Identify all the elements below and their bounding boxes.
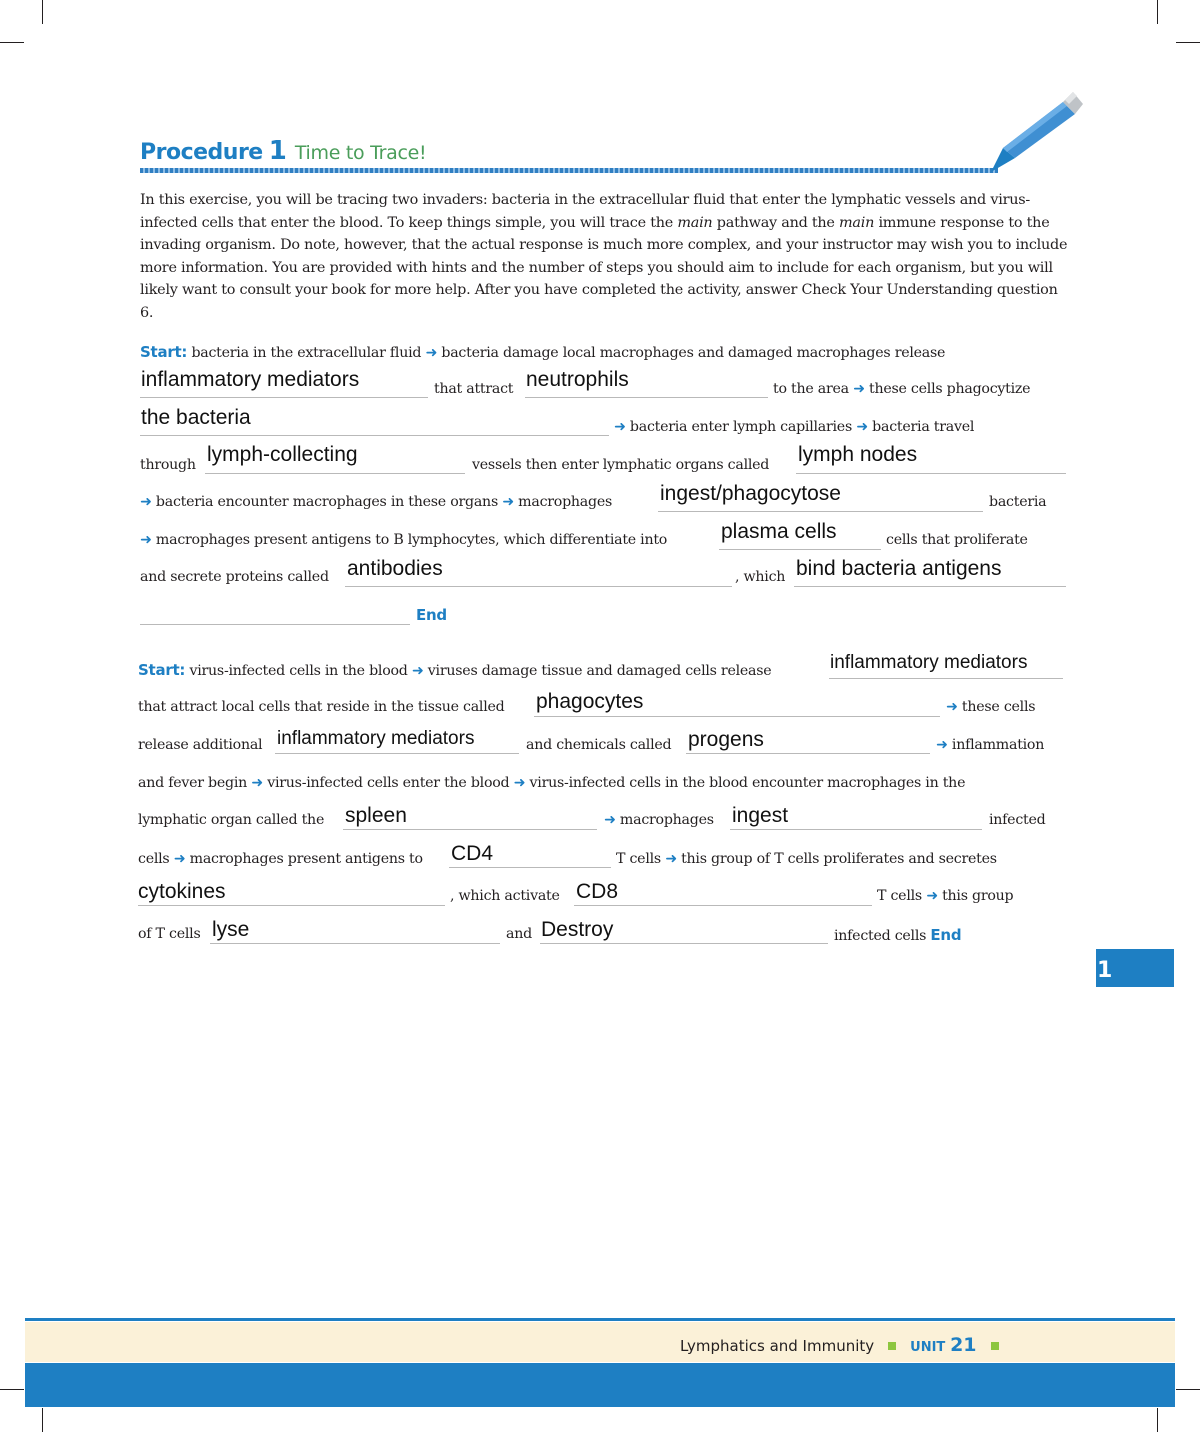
- arrow-icon: ➜: [173, 851, 186, 867]
- answer-blank[interactable]: [534, 715, 940, 717]
- pathway-text: inflammation: [951, 737, 1045, 753]
- pathway-text: that attract: [434, 381, 514, 397]
- pathway-text: viruses damage tissue and damaged cells release: [427, 663, 772, 679]
- pathway-text: virus-infected cells enter the blood: [267, 775, 510, 791]
- pathway-text: bacteria in the extracellular fluid: [191, 345, 422, 361]
- footer-running-head: [680, 1334, 1013, 1356]
- pathway-text: macrophages: [518, 494, 613, 510]
- arrow-icon: ➜: [502, 494, 514, 510]
- answer-field[interactable]: the bacteria: [141, 406, 251, 429]
- pathway-text: bacteria travel: [872, 419, 975, 435]
- arrow-icon: ➜: [936, 737, 948, 753]
- answer-field[interactable]: lymph-collecting: [207, 443, 358, 466]
- answer-field[interactable]: cytokines: [138, 880, 226, 903]
- arrow-icon: ➜: [425, 345, 438, 361]
- answer-blank[interactable]: [796, 472, 1066, 474]
- footer-rule: [25, 1318, 1175, 1321]
- pathway-text: lymphatic organ called the: [138, 812, 325, 828]
- answer-field[interactable]: progens: [688, 728, 764, 751]
- crop-mark: [0, 1389, 24, 1390]
- pathway-text: bacteria damage local macrophages and damaged macrophages release: [441, 345, 946, 361]
- pathway-text: macrophages present antigens to: [189, 851, 423, 867]
- footer-bar: [25, 1363, 1175, 1407]
- virus-line-4: [138, 775, 965, 791]
- pathway-text: macrophages present antigens to B lymphocytes, which differentiate into: [155, 532, 668, 548]
- pathway-text: , which: [735, 569, 786, 585]
- pathway-text: and fever begin: [138, 775, 248, 791]
- arrow-icon: ➜: [946, 699, 958, 715]
- answer-blank[interactable]: [525, 396, 768, 398]
- virus-line-8-tail: [834, 926, 961, 944]
- pathway-text: bacteria: [989, 494, 1047, 510]
- pathway-text: cells: [138, 851, 170, 867]
- arrow-icon: ➜: [614, 419, 626, 435]
- pathway-text: these cells: [961, 699, 1036, 715]
- pathway-text: to the area: [773, 381, 849, 397]
- arrow-icon: ➜: [853, 381, 865, 397]
- bacteria-line-5: [140, 494, 612, 510]
- answer-field[interactable]: plasma cells: [721, 520, 837, 543]
- answer-field[interactable]: neutrophils: [526, 368, 629, 391]
- answer-blank[interactable]: [140, 623, 410, 625]
- answer-field[interactable]: inflammatory mediators: [830, 652, 1028, 673]
- answer-field[interactable]: inflammatory mediators: [277, 728, 475, 749]
- answer-blank[interactable]: [719, 548, 881, 550]
- answer-blank[interactable]: [540, 942, 828, 944]
- end-label: End: [416, 606, 447, 624]
- pathway-text: macrophages: [619, 812, 714, 828]
- answer-field[interactable]: phagocytes: [536, 690, 644, 713]
- answer-field[interactable]: ingest/phagocytose: [660, 482, 841, 505]
- procedure-heading: [140, 136, 426, 166]
- pathway-text: infected cells: [834, 928, 927, 944]
- answer-blank[interactable]: [210, 942, 500, 944]
- virus-line-5-mid: [604, 812, 714, 828]
- pathway-text: these cells phagocytize: [869, 381, 1031, 397]
- crop-mark: [42, 0, 43, 24]
- bacteria-line-3-tail: [614, 419, 974, 435]
- chapter-tab-number: 1: [1097, 958, 1113, 983]
- footer-unit-label: UNIT: [910, 1340, 946, 1355]
- pathway-text: and: [506, 926, 532, 942]
- procedure-title: Time to Trace!: [294, 142, 427, 164]
- answer-blank[interactable]: [574, 904, 872, 906]
- footer-unit-number: 21: [950, 1334, 977, 1356]
- intro-text: pathway and the: [712, 214, 840, 231]
- crop-mark: [1157, 1408, 1158, 1432]
- start-label: Start:: [138, 661, 186, 679]
- answer-field[interactable]: bind bacteria antigens: [796, 557, 1002, 580]
- answer-field[interactable]: CD8: [576, 880, 619, 903]
- pathway-text: , which activate: [450, 888, 560, 904]
- answer-blank[interactable]: [205, 472, 465, 474]
- arrow-icon: ➜: [926, 888, 938, 904]
- pathway-text: of T cells: [138, 926, 201, 942]
- pathway-text: virus-infected cells in the blood: [189, 663, 408, 679]
- pathway-text: vessels then enter lymphatic organs called: [472, 457, 770, 473]
- crop-mark: [1176, 1389, 1200, 1390]
- answer-field[interactable]: antibodies: [347, 557, 443, 580]
- answer-blank[interactable]: [345, 585, 732, 587]
- answer-blank[interactable]: [658, 510, 983, 512]
- arrow-icon: ➜: [411, 663, 424, 679]
- bacteria-line-6: [140, 532, 667, 548]
- arrow-icon: ➜: [140, 532, 152, 548]
- square-bullet-icon: [888, 1342, 896, 1350]
- pathway-text: T cells: [877, 888, 922, 904]
- answer-blank[interactable]: [343, 828, 597, 830]
- footer-title: Lymphatics and Immunity: [680, 1337, 875, 1355]
- answer-blank[interactable]: [794, 585, 1066, 587]
- pathway-text: bacteria enter lymph capillaries: [629, 419, 852, 435]
- procedure-word: Procedure: [140, 140, 263, 165]
- answer-field[interactable]: inflammatory mediators: [141, 368, 360, 391]
- arrow-icon: ➜: [665, 851, 677, 867]
- answer-blank[interactable]: [140, 396, 428, 398]
- procedure-number: 1: [268, 136, 287, 166]
- header-rule: [140, 168, 998, 173]
- answer-field[interactable]: ingest: [732, 804, 789, 827]
- pathway-text: cells that proliferate: [886, 532, 1028, 548]
- pathway-text: and secrete proteins called: [140, 569, 329, 585]
- end-label: End: [930, 926, 962, 944]
- answer-blank[interactable]: [140, 434, 609, 436]
- answer-blank[interactable]: [829, 677, 1063, 679]
- intro-emphasis: main: [677, 214, 713, 231]
- chapter-tab: [1096, 949, 1174, 987]
- answer-blank[interactable]: [730, 828, 982, 830]
- pathway-text: release additional: [138, 737, 263, 753]
- answer-blank[interactable]: [275, 752, 519, 754]
- pathway-text: virus-infected cells in the blood encounter macrophages in the: [529, 775, 966, 791]
- answer-field[interactable]: spleen: [345, 804, 407, 827]
- virus-line-1: [138, 661, 771, 679]
- crop-mark: [0, 42, 24, 43]
- bacteria-line-2-tail: [773, 381, 1030, 397]
- virus-line-6-tail: [616, 851, 997, 867]
- intro-text: In this exercise, you will be tracing two invaders: bacteria in the extracellular fluid that enter the lymphatic vessels and virus-infected cells that enter the blood. To keep things simple, you will trace the: [140, 192, 1030, 231]
- intro-paragraph: [140, 189, 1075, 325]
- intro-text: immune response to the invading organism. Do note, however, that the actual response is much more complex, and your instructor may wish you to include more information. You are provided with hints and the number of steps you should aim to include for each organism, but you will likely want to consult your book for more help. After you have completed the activity, answer Check Your Understanding question 6.: [140, 214, 1068, 321]
- crop-mark: [42, 1408, 43, 1432]
- pencil-icon: [985, 88, 1085, 176]
- start-label: Start:: [140, 343, 188, 361]
- pathway-text: bacteria encounter macrophages in these organs: [155, 494, 498, 510]
- arrow-icon: ➜: [604, 812, 616, 828]
- arrow-icon: ➜: [251, 775, 263, 791]
- pathway-text: this group of T cells proliferates and secretes: [681, 851, 997, 867]
- end-line: [416, 606, 447, 624]
- answer-field[interactable]: CD4: [451, 842, 494, 865]
- arrow-icon: ➜: [856, 419, 868, 435]
- pathway-text: that attract local cells that reside in the tissue called: [138, 699, 505, 715]
- answer-blank[interactable]: [138, 904, 445, 906]
- square-bullet-icon: [991, 1342, 999, 1350]
- pathway-text: this group: [942, 888, 1014, 904]
- arrow-icon: ➜: [513, 775, 526, 791]
- answer-field[interactable]: lyse: [212, 918, 250, 941]
- virus-line-7-tail: [877, 888, 1013, 904]
- pathway-text: T cells: [616, 851, 661, 867]
- answer-blank[interactable]: [449, 866, 611, 868]
- answer-field[interactable]: Destroy: [541, 918, 614, 941]
- virus-line-2-tail: [946, 699, 1035, 715]
- crop-mark: [1157, 0, 1158, 24]
- arrow-icon: ➜: [140, 494, 152, 510]
- virus-line-3-tail: [936, 737, 1044, 753]
- answer-blank[interactable]: [686, 752, 930, 754]
- virus-line-6: [138, 851, 423, 867]
- crop-mark: [1176, 42, 1200, 43]
- pathway-text: infected: [989, 812, 1046, 828]
- pathway-text: and chemicals called: [526, 737, 672, 753]
- intro-emphasis: main: [839, 214, 875, 231]
- answer-field[interactable]: lymph nodes: [798, 443, 918, 466]
- pathway-text: through: [140, 457, 196, 473]
- bacteria-line-1: [140, 343, 945, 361]
